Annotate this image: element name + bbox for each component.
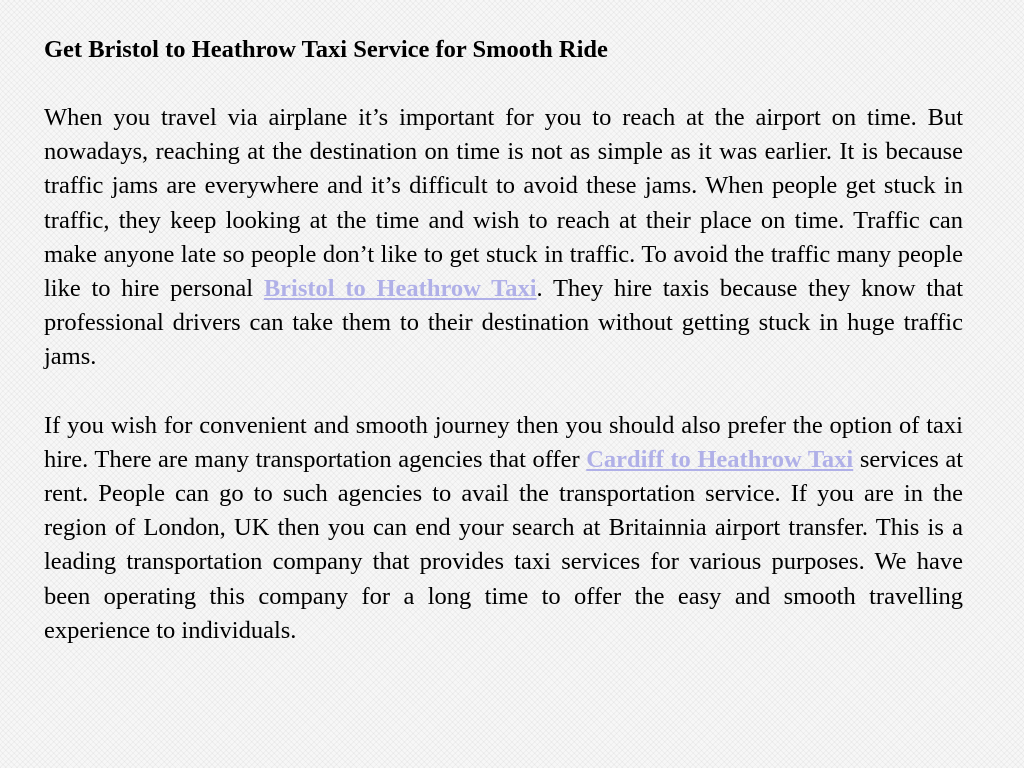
paragraph-2-text-before: If you wish for convenient and smooth journey then you should also prefer the option of taxi hire. There are many transportation agencies that offer <box>44 411 963 473</box>
slide-content <box>44 33 963 682</box>
paragraph-2 <box>44 409 963 648</box>
paragraph-1-text-before: When you travel via airplane it’s important for you to reach at the airport on time. But nowadays, reaching at the destination on time is not as simple as it was earlier. It is because traffic jams are everywhere and it’s difficult to avoid these jams. When people get stuck in traffic, they keep looking at the time and wish to reach at their place on time. Traffic can make anyone late so people don’t like to get stuck in traffic. To avoid the traffic many people like to hire personal <box>44 104 963 303</box>
bristol-to-heathrow-taxi-link[interactable]: Bristol to Heathrow Taxi <box>263 275 537 303</box>
paragraph-1-text-after: . They hire taxis because they know that professional drivers can take them to their destination without getting stuck in huge traffic jams. <box>44 275 963 371</box>
cardiff-to-heathrow-taxi-link[interactable]: Cardiff to Heathrow Taxi <box>586 445 854 473</box>
paragraph-2-text-after: services at rent. People can go to such agencies to avail the transportation service. If you are in the region of London, UK then you can end your search at Britainnia airport transfer. This is a leading transportation company that provides taxi services for various purposes. We have been operating this company for a long time to offer the easy and smooth travelling experience to individuals. <box>44 445 964 644</box>
page-title: Get Bristol to Heathrow Taxi Service for Smooth Ride <box>44 36 608 63</box>
paragraph-1 <box>44 101 963 375</box>
